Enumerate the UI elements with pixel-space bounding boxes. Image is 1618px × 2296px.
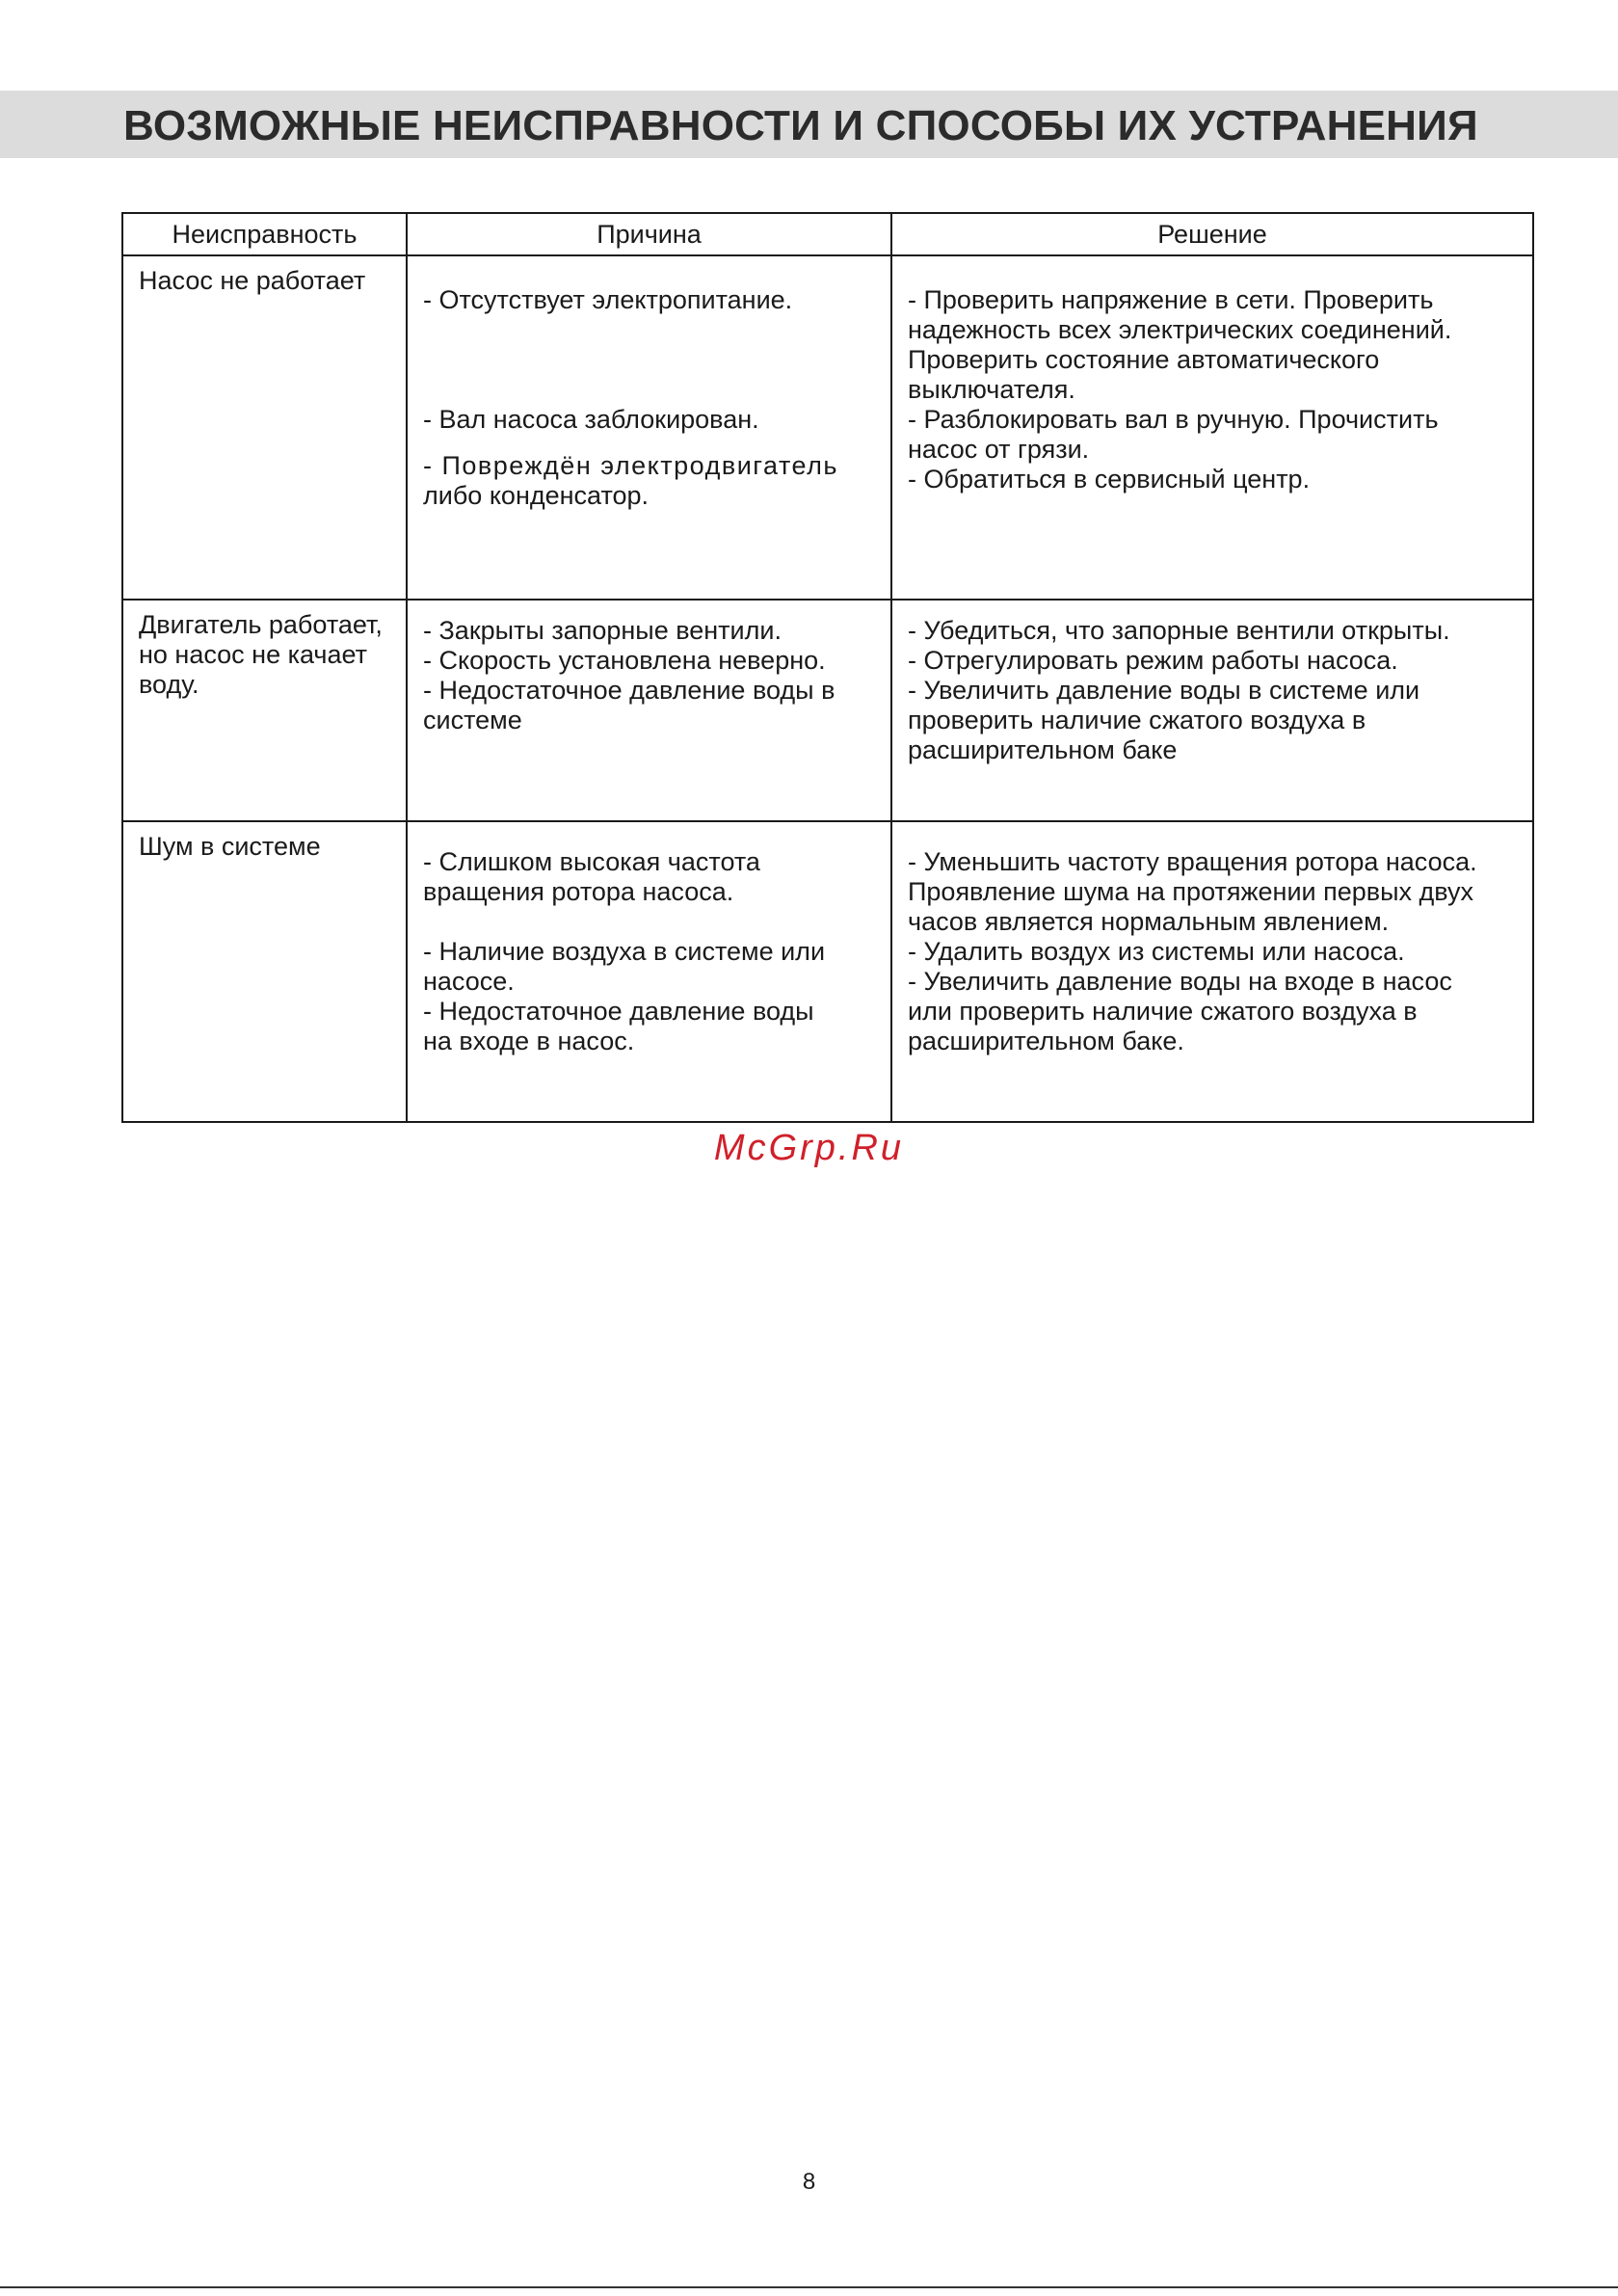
solution-line: расширительном баке.	[908, 1027, 1184, 1055]
solution-line: - Уменьшить частоту вращения ротора насоса.	[908, 847, 1477, 876]
table-row	[122, 255, 1533, 600]
cause-cell	[407, 821, 891, 1122]
header-cause: Причина	[407, 213, 891, 255]
cause-cell	[407, 600, 891, 821]
cause-line: системе	[423, 706, 522, 734]
solution-line: - Убедиться, что запорные вентили открыты.	[908, 616, 1450, 645]
solution-line: - Обратиться в сервисный центр.	[908, 465, 1311, 494]
fault-text: Насос не работает	[139, 266, 366, 295]
page-number: 8	[802, 2169, 816, 2195]
fault-text: Двигатель работает, но насос не качает воду.	[139, 610, 383, 699]
page-title: ВОЗМОЖНЫЕ НЕИСПРАВНОСТИ И СПОСОБЫ ИХ УСТРАНЕНИЯ	[123, 102, 1478, 149]
cause-line: - Недостаточное давление воды в	[423, 676, 836, 705]
watermark-link[interactable]: McGrp.Ru	[713, 1128, 905, 1168]
solution-line: часов является нормальным явлением.	[908, 907, 1390, 936]
solution-cell	[891, 821, 1533, 1122]
solution-line: Проверить состояние автоматического	[908, 345, 1380, 374]
header-fault: Неисправность	[122, 213, 407, 255]
cause-line: на входе в насос.	[423, 1027, 635, 1055]
solution-line: - Разблокировать вал в ручную. Прочистить	[908, 405, 1439, 434]
solution-line: - Удалить воздух из системы или насоса.	[908, 937, 1405, 966]
table-row	[122, 821, 1533, 1122]
troubleshooting-table	[121, 212, 1534, 1123]
cause-line: - Недостаточное давление воды	[423, 997, 814, 1026]
solution-line: - Увеличить давление воды на входе в насос	[908, 967, 1452, 996]
solution-line: - Отрегулировать режим работы насоса.	[908, 646, 1398, 675]
fault-cell	[122, 255, 407, 600]
solution-line: проверить наличие сжатого воздуха в	[908, 706, 1366, 734]
bottom-divider	[0, 2286, 1618, 2288]
cause-cell	[407, 255, 891, 600]
solution-line: - Увеличить давление воды в системе или	[908, 676, 1420, 705]
solution-cell	[891, 255, 1533, 600]
header-solution: Решение	[891, 213, 1533, 255]
solution-line: Проявление шума на протяжении первых двух	[908, 877, 1474, 906]
cause-line: - Вал насоса заблокирован.	[423, 405, 759, 434]
solution-line: насос от грязи.	[908, 435, 1090, 464]
solution-line: или проверить наличие сжатого воздуха в	[908, 997, 1418, 1026]
cause-line: - Отсутствует электропитание.	[423, 285, 793, 314]
fault-cell	[122, 600, 407, 821]
table-row	[122, 600, 1533, 821]
fault-text: Шум в системе	[139, 832, 321, 861]
solution-cell	[891, 600, 1533, 821]
cause-line: - Повреждён электродвигатель	[423, 451, 838, 480]
solution-line: выключателя.	[908, 375, 1075, 404]
solution-line: надежность всех электрических соединений.	[908, 315, 1452, 344]
cause-line: - Слишком высокая частота	[423, 847, 760, 876]
solution-line: - Проверить напряжение в сети. Проверить	[908, 285, 1434, 314]
solution-line: расширительном баке	[908, 735, 1178, 764]
cause-line: либо конденсатор.	[423, 481, 650, 510]
table-header-row	[122, 213, 1533, 255]
cause-line: - Наличие воздуха в системе или	[423, 937, 826, 966]
cause-line: - Скорость установлена неверно.	[423, 646, 826, 675]
cause-line: - Закрыты запорные вентили.	[423, 616, 782, 645]
cause-line: насосе.	[423, 967, 515, 996]
cause-line: вращения ротора насоса.	[423, 877, 734, 906]
fault-cell	[122, 821, 407, 1122]
